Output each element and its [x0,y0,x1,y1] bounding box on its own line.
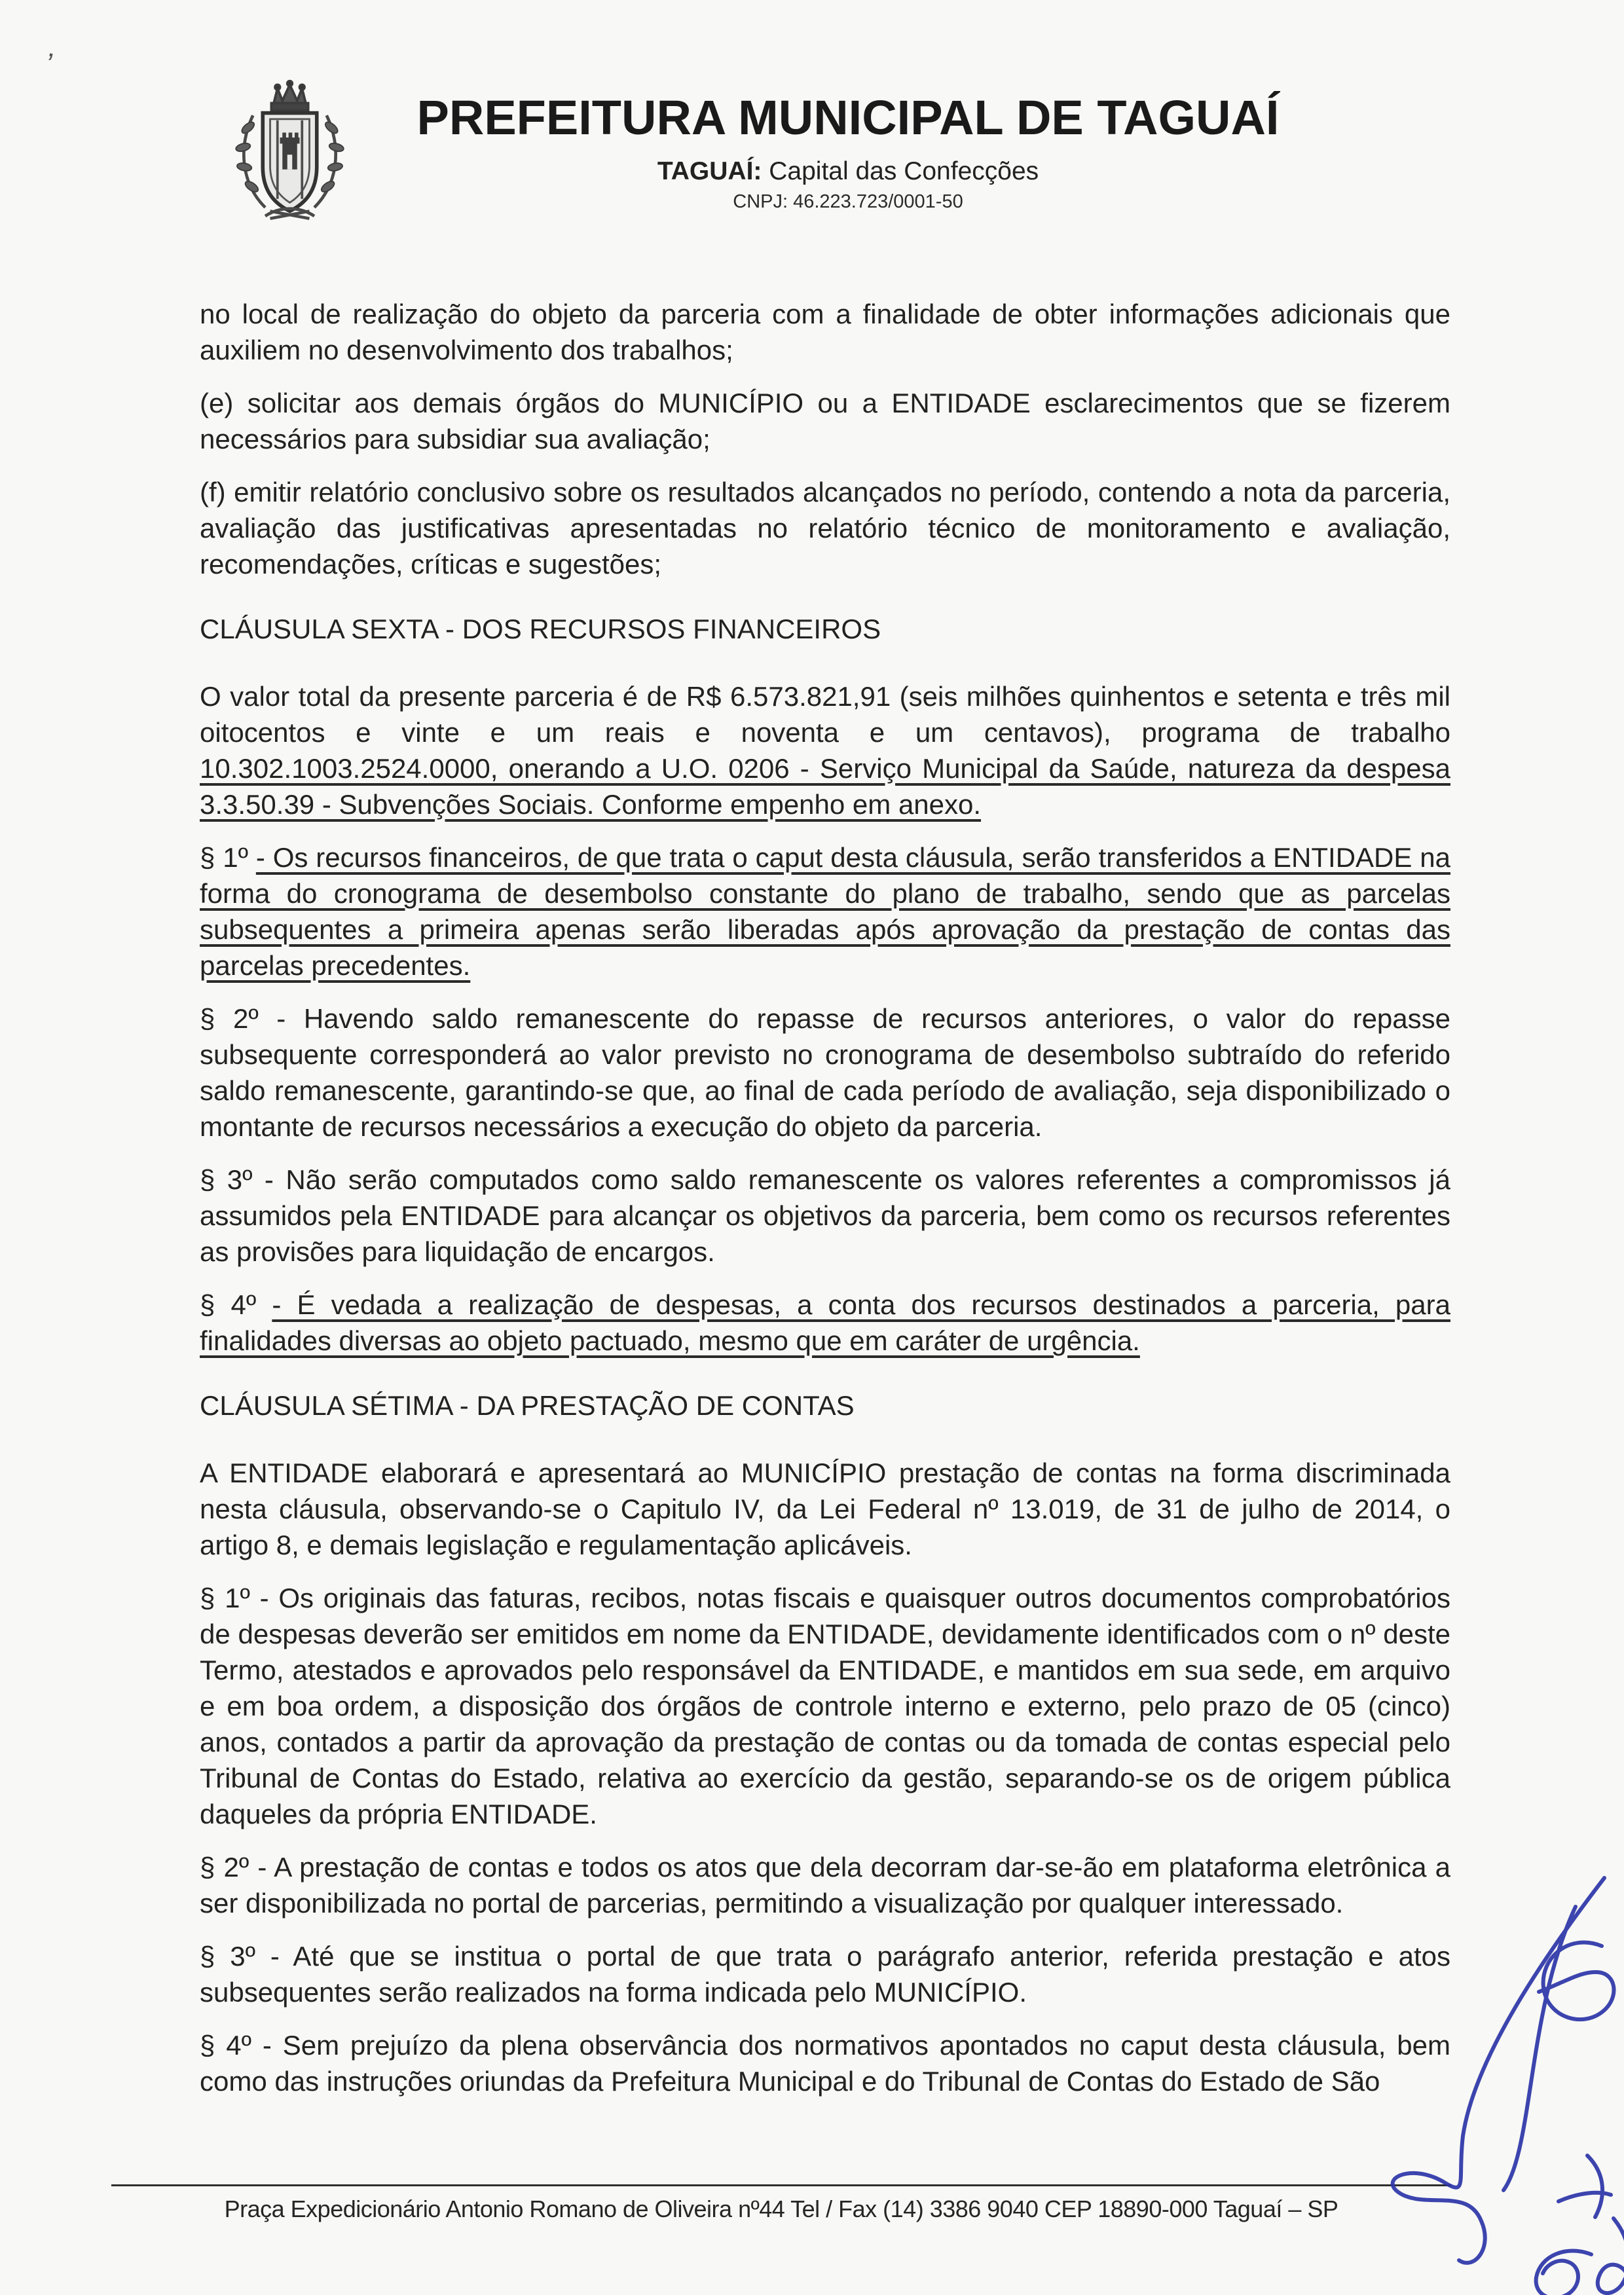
text-run: § 3º - Até que se institua o portal de que trata o parágrafo anterior, referida prestação e atos subsequentes serão realizados na forma indicada pelo MUNICÍPIO. [200,1941,1450,2008]
underlined-text-run: - Os recursos financeiros, de que trata o caput desta cláusula, serão transferidos a ENTIDADE na forma do cronograma de desembolso constante do plano de trabalho, sendo que as parcelas subsequentes a primeira apenas serão liberadas após aprovação da prestação de contas das parcelas precedentes. [200,842,1450,981]
scan-artifact-mark: ’ [42,46,56,81]
underlined-text-run: 10.302.1003.2524.0000, onerando a U.O. 0206 - Serviço Municipal da Saúde, natureza da despesa 3.3.50.39 - Subvenções Sociais. Conforme empenho em anexo. [200,753,1450,820]
taguai-coat-of-arms-icon [216,79,363,226]
underlined-text-run: - É vedada a realização de despesas, a conta dos recursos destinados a parceria, para finalidades diversas ao objeto pactuado, mesmo que em caráter de urgência. [200,1289,1450,1356]
paragraph [200,1455,1450,1563]
text-run: (e) solicitar aos demais órgãos do MUNICÍPIO ou a ENTIDADE esclarecimentos que se fizerem necessários para subsidiar sua avaliação; [200,388,1450,454]
letterhead-text [367,92,1329,213]
footer [111,2184,1451,2223]
paragraph [200,678,1450,822]
cnpj-line: CNPJ: 46.223.723/0001-50 [733,191,963,212]
paragraph [200,1580,1450,1832]
document-body [200,296,1450,2116]
paragraph [200,839,1450,983]
page-title: PREFEITURA MUNICIPAL DE TAGUAÍ [416,90,1280,145]
signature-g-mark [1539,1943,1614,2020]
clause-heading [200,1387,1450,1423]
paragraph [200,1162,1450,1270]
page-subtitle [367,157,1329,186]
clause-heading [200,611,1450,647]
signature-swirl [1536,2251,1591,2295]
paragraph [200,1849,1450,1921]
paragraph [200,296,1450,368]
text-run: § 2º - Havendo saldo remanescente do repasse de recursos anteriores, o valor do repasse subsequente corresponderá ao valor previsto no cronograma de desembolso subtraído do referido saldo remanescente, garantindo-se que, ao final de cada período de avaliação, seja disponibilizado o montante de recursos necessários a execução do objeto da parceria. [200,1003,1450,1142]
text-run: § 1º - Os originais das faturas, recibos, notas fiscais e quaisquer outros documentos comprobatórios de despesas deverão ser emitidos em nome da ENTIDADE, devidamente identificados com o nº deste Termo, atestados e aprovados pelo responsável da ENTIDADE, e mantidos em sua sede, em arquivo e em boa ordem, a disposição dos órgãos de controle interno e externo, pelo prazo de 05 (cinco) anos, contados a partir da aprovação da prestação de contas ou da tomada de contas especial pelo Tribunal de Contas do Estado, relativa ao exercício da gestão, separando-se os de origem pública daqueles da própria ENTIDADE. [200,1583,1450,1829]
signature-corner-loop [1598,2218,1624,2293]
text-run: no local de realização do objeto da parceria com a finalidade de obter informações adicionais que auxiliem no desenvolvimento dos trabalhos; [200,299,1450,365]
footer-address: Praça Expedicionário Antonio Romano de Oliveira nº44 Tel / Fax (14) 3386 9040 CEP 18890-000 Taguaí – SP [224,2195,1338,2222]
paragraph [200,474,1450,582]
subtitle-text: Capital das Confecções [762,157,1039,185]
text-run: CLÁUSULA SÉTIMA - DA PRESTAÇÃO DE CONTAS [200,1390,855,1421]
signature-upstroke [1504,1907,1576,2190]
text-run: (f) emitir relatório conclusivo sobre os resultados alcançados no período, contendo a nota da parceria, avaliação das justificativas apresentadas no relatório técnico de monitoramento e avaliação, recomendações, críticas e sugestões; [200,477,1450,579]
text-run: § 2º - A prestação de contas e todos os atos que dela decorram dar-se-ão em plataforma eletrônica a ser disponibilizada no portal de parcerias, permitindo a visualização por qualquer interessado. [200,1852,1450,1919]
text-run: CLÁUSULA SEXTA - DOS RECURSOS FINANCEIROS [200,614,881,644]
subtitle-label: TAGUAÍ: [657,157,762,185]
text-run: A ENTIDADE elaborará e apresentará ao MUNICÍPIO prestação de contas na forma discriminada nesta cláusula, observando-se o Capitulo IV, da Lei Federal nº 13.019, de 31 de julho de 2014, o artigo 8, e demais legislação e regulamentação aplicáveis. [200,1458,1450,1560]
signature-seven-mark [1587,2156,1602,2217]
paragraph [200,2027,1450,2099]
text-run: § 1º [200,842,256,873]
text-run: § 4º - Sem prejuízo da plena observância dos normativos apontados no caput desta cláusula, bem como das instruções oriundas da Prefeitura Municipal e do Tribunal de Contas do Estado de São [200,2030,1450,2097]
paragraph [200,385,1450,457]
signature-seven-bar [1559,2193,1611,2201]
paragraph [200,1287,1450,1359]
text-run: § 4º [200,1289,272,1320]
paragraph [200,1001,1450,1145]
paragraph [200,1938,1450,2010]
text-run: § 3º - Não serão computados como saldo remanescente os valores referentes a compromissos já assumidos pela ENTIDADE para alcançar os objetivos da parceria, bem como os recursos referentes as provisões para liquidação de encargos. [200,1164,1450,1267]
letterhead [0,0,1624,275]
text-run: O valor total da presente parceria é de R$ 6.573.821,91 (seis milhões quinhentos e setenta e três mil oitocentos e vinte e um reais e noventa e um centavos), programa de trabalho [200,681,1450,748]
